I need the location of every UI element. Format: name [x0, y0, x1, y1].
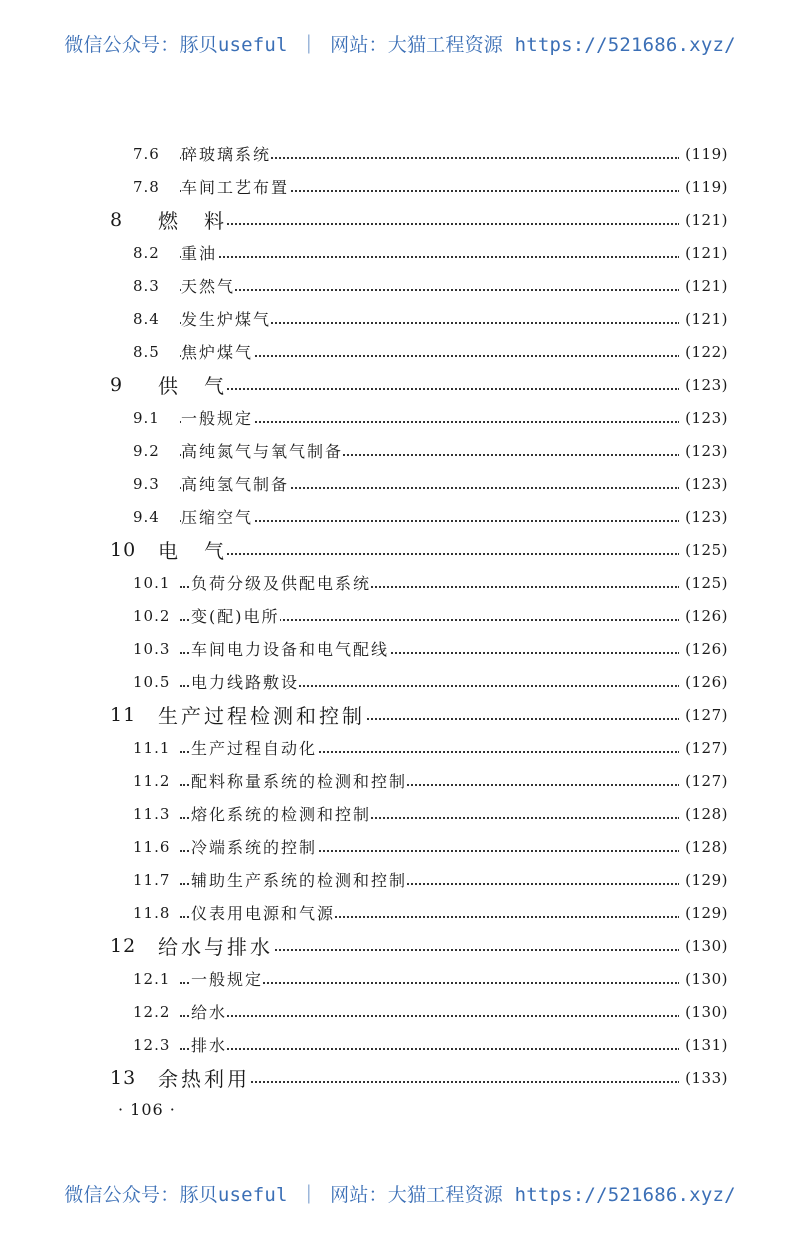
toc-entry-title: 排水	[191, 1033, 227, 1056]
toc-entry-number: 10.1	[133, 573, 171, 592]
toc-entry-title: 重油	[181, 241, 217, 264]
toc-section-row	[0, 335, 800, 368]
toc-chapter-row	[0, 203, 800, 236]
toc-dot-leader	[180, 520, 680, 522]
toc-entry-number: 8.3	[133, 276, 160, 295]
toc-section-row	[0, 269, 800, 302]
toc-entry-title: 变(配)电所	[191, 604, 280, 627]
toc-section-row	[0, 962, 800, 995]
toc-dot-leader	[180, 553, 680, 555]
toc-entry-title: 生产过程检测和控制	[158, 700, 365, 729]
toc-entry-page: (123)	[679, 376, 728, 394]
toc-entry-title: 碎玻璃系统	[181, 142, 271, 165]
toc-entry-number: 8.4	[133, 309, 160, 328]
toc-entry-page: (123)	[679, 475, 728, 493]
toc-entry-title: 天然气	[181, 274, 235, 297]
toc-entry-number: 11.6	[133, 837, 171, 856]
toc-section-row	[0, 1028, 800, 1061]
toc-entry-number: 9.3	[133, 474, 160, 493]
toc-entry-title: 辅助生产系统的检测和控制	[191, 868, 407, 891]
toc-section-row	[0, 665, 800, 698]
toc-entry-page: (128)	[679, 838, 728, 856]
toc-entry-number: 10.3	[133, 639, 171, 658]
toc-entry-title: 电力线路敷设	[191, 670, 299, 693]
toc-dot-leader	[180, 388, 680, 390]
toc-entry-page: (130)	[679, 937, 728, 955]
toc-entry-page: (123)	[679, 442, 728, 460]
toc-entry-number: 12.2	[133, 1002, 171, 1021]
toc-section-row	[0, 302, 800, 335]
toc-entry-page: (128)	[679, 805, 728, 823]
toc-entry-number: 13	[110, 1066, 137, 1089]
toc-entry-page: (127)	[679, 706, 728, 724]
page-number: · 106 ·	[118, 1100, 176, 1119]
toc-entry-number: 7.6	[133, 144, 160, 163]
toc-entry-number: 8.5	[133, 342, 160, 361]
toc-dot-leader	[180, 1048, 680, 1050]
toc-entry-number: 11.7	[133, 870, 171, 889]
watermark-banner-bottom: 微信公众号：豚贝useful ｜ 网站：大猫工程资源 https://521686.xyz/	[64, 1184, 736, 1206]
toc-entry-page: (123)	[679, 508, 728, 526]
toc-entry-page: (133)	[679, 1069, 728, 1087]
toc-chapter-row	[0, 929, 800, 962]
toc-section-row	[0, 599, 800, 632]
toc-section-row	[0, 896, 800, 929]
toc-entry-number: 12.3	[133, 1035, 171, 1054]
toc-entry-number: 9.2	[133, 441, 160, 460]
toc-entry-page: (119)	[679, 145, 728, 163]
toc-entry-number: 10.2	[133, 606, 171, 625]
toc-entry-title: 车间工艺布置	[181, 175, 289, 198]
toc-entry-title: 一般规定	[191, 967, 263, 990]
toc-entry-title: 供 气	[158, 370, 227, 399]
toc-entry-title: 余热利用	[158, 1063, 250, 1092]
toc-entry-page: (119)	[679, 178, 728, 196]
toc-section-row	[0, 863, 800, 896]
toc-entry-title: 高纯氮气与氧气制备	[181, 439, 343, 462]
toc-entry-title: 给水与排水	[158, 931, 273, 960]
toc-entry-title: 焦炉煤气	[181, 340, 253, 363]
toc-entry-number: 9	[110, 373, 124, 396]
toc-entry-page: (126)	[679, 607, 728, 625]
toc-dot-leader	[180, 421, 680, 423]
toc-entry-title: 压缩空气	[181, 505, 253, 528]
toc-entry-page: (130)	[679, 1003, 728, 1021]
toc-section-row	[0, 797, 800, 830]
toc-section-row	[0, 830, 800, 863]
toc-section-row	[0, 731, 800, 764]
toc-chapter-row	[0, 533, 800, 566]
toc-entry-title: 高纯氢气制备	[181, 472, 289, 495]
toc-entry-title: 燃 料	[158, 205, 227, 234]
toc-entry-title: 电 气	[158, 535, 227, 564]
toc-entry-page: (130)	[679, 970, 728, 988]
toc-chapter-row	[0, 698, 800, 731]
watermark-banner-top: 微信公众号：豚贝useful ｜ 网站：大猫工程资源 https://521686.xyz/	[64, 34, 736, 56]
toc-entry-page: (129)	[679, 871, 728, 889]
toc-entry-page: (131)	[679, 1036, 728, 1054]
toc-entry-number: 10.5	[133, 672, 171, 691]
toc-section-row	[0, 566, 800, 599]
toc-entry-number: 9.4	[133, 507, 160, 526]
toc-entry-number: 9.1	[133, 408, 160, 427]
toc-entry-title: 冷端系统的控制	[191, 835, 317, 858]
toc-entry-page: (122)	[679, 343, 728, 361]
toc-chapter-row	[0, 368, 800, 401]
toc-entry-number: 12	[110, 934, 137, 957]
toc-section-row	[0, 500, 800, 533]
toc-entry-title: 发生炉煤气	[181, 307, 271, 330]
toc-entry-title: 一般规定	[181, 406, 253, 429]
toc-entry-page: (121)	[679, 211, 728, 229]
toc-dot-leader	[180, 1015, 680, 1017]
toc-section-row	[0, 236, 800, 269]
toc-chapter-row	[0, 1061, 800, 1094]
toc-entry-page: (126)	[679, 673, 728, 691]
toc-entry-number: 7.8	[133, 177, 160, 196]
toc-entry-page: (127)	[679, 739, 728, 757]
toc-dot-leader	[180, 223, 680, 225]
toc-dot-leader	[180, 256, 680, 258]
toc-entry-number: 11.2	[133, 771, 171, 790]
toc-entry-number: 11.8	[133, 903, 171, 922]
toc-entry-page: (126)	[679, 640, 728, 658]
toc-entry-page: (121)	[679, 244, 728, 262]
toc-section-row	[0, 632, 800, 665]
toc-dot-leader	[180, 289, 680, 291]
toc-entry-number: 8	[110, 208, 124, 231]
toc-entry-title: 熔化系统的检测和控制	[191, 802, 371, 825]
toc-entry-page: (121)	[679, 310, 728, 328]
toc-entry-title: 生产过程自动化	[191, 736, 317, 759]
toc-dot-leader	[180, 1081, 680, 1083]
toc-entry-title: 给水	[191, 1000, 227, 1023]
toc-entry-title: 车间电力设备和电气配线	[191, 637, 389, 660]
toc-entry-title: 负荷分级及供配电系统	[191, 571, 371, 594]
toc-entry-title: 配料称量系统的检测和控制	[191, 769, 407, 792]
toc-entry-number: 8.2	[133, 243, 160, 262]
toc-entry-number: 12.1	[133, 969, 171, 988]
toc-entry-page: (125)	[679, 574, 728, 592]
toc-entry-page: (121)	[679, 277, 728, 295]
toc-entry-number: 11	[110, 703, 137, 726]
toc-entry-page: (129)	[679, 904, 728, 922]
toc-section-row	[0, 170, 800, 203]
toc-entry-page: (127)	[679, 772, 728, 790]
toc-section-row	[0, 995, 800, 1028]
toc-section-row	[0, 467, 800, 500]
toc-section-row	[0, 137, 800, 170]
toc-section-row	[0, 764, 800, 797]
toc-entry-number: 11.1	[133, 738, 171, 757]
toc-entry-number: 11.3	[133, 804, 171, 823]
toc-entry-number: 10	[110, 538, 137, 561]
toc-entry-page: (125)	[679, 541, 728, 559]
toc-section-row	[0, 401, 800, 434]
toc-dot-leader	[180, 355, 680, 357]
toc-entry-title: 仪表用电源和气源	[191, 901, 335, 924]
toc-section-row	[0, 434, 800, 467]
toc-entry-page: (123)	[679, 409, 728, 427]
